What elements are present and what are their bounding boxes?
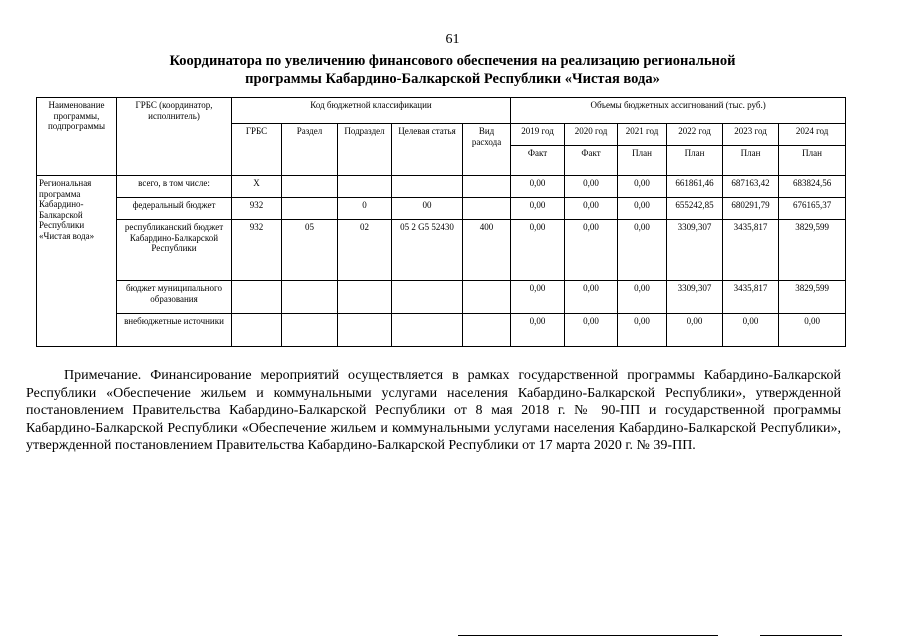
footer-rule-left: [458, 635, 718, 636]
header-type: Факт: [565, 146, 618, 176]
header-year: 2022 год: [667, 124, 723, 146]
header-grbs-coordinator: ГРБС (координатор, исполнитель): [117, 98, 232, 176]
header-grbs: ГРБС: [232, 124, 282, 176]
page-number: 61: [445, 32, 460, 47]
header-type: План: [667, 146, 723, 176]
row-label: республиканский бюджет Кабардино-Балкарской Республики: [117, 220, 232, 281]
cell-value: 0,00: [565, 220, 618, 281]
cell-subsection: [338, 281, 392, 314]
cell-value: 0,00: [667, 314, 723, 347]
header-year: 2019 год: [511, 124, 565, 146]
cell-subsection: [338, 314, 392, 347]
cell-value: 3309,307: [667, 281, 723, 314]
cell-value: 0,00: [618, 198, 667, 220]
title-line-2: программы Кабардино-Балкарской Республики «Чистая вода»: [245, 71, 660, 87]
title-line-1: Координатора по увеличению финансового обеспечения на реализацию региональной: [169, 53, 736, 69]
cell-value: 687163,42: [723, 176, 779, 198]
budget-table: [36, 97, 846, 347]
cell-value: 0,00: [511, 176, 565, 198]
table-row: [37, 176, 846, 198]
cell-value: 0,00: [565, 314, 618, 347]
header-year: 2021 год: [618, 124, 667, 146]
cell-value: 676165,37: [779, 198, 846, 220]
cell-value: 0,00: [511, 198, 565, 220]
cell-grbs: 932: [232, 198, 282, 220]
header-target-item: Целевая статья: [392, 124, 463, 176]
cell-value: 3435,817: [723, 220, 779, 281]
header-year: 2024 год: [779, 124, 846, 146]
header-type: Факт: [511, 146, 565, 176]
cell-expense: [463, 314, 511, 347]
cell-value: 0,00: [511, 314, 565, 347]
table-row: [37, 220, 846, 281]
cell-section: 05: [282, 220, 338, 281]
row-label: внебюджетные источники: [117, 314, 232, 347]
cell-grbs: [232, 314, 282, 347]
cell-expense: [463, 176, 511, 198]
cell-grbs: 932: [232, 220, 282, 281]
header-allocations: Объемы бюджетных ассигнований (тыс. руб.): [511, 98, 846, 124]
cell-value: 0,00: [565, 176, 618, 198]
header-year: 2023 год: [723, 124, 779, 146]
table-row: [37, 198, 846, 220]
cell-expense: [463, 198, 511, 220]
cell-subsection: 0: [338, 198, 392, 220]
footer-rule-right: [760, 635, 842, 636]
header-expense-type: Вид расхода: [463, 124, 511, 176]
program-name-cell: Региональная программа Кабардино-Балкарской Республики «Чистая вода»: [37, 176, 117, 347]
cell-value: 0,00: [779, 314, 846, 347]
cell-value: 3435,817: [723, 281, 779, 314]
header-budget-code: Код бюджетной классификации: [232, 98, 511, 124]
cell-value: 661861,46: [667, 176, 723, 198]
cell-subsection: 02: [338, 220, 392, 281]
row-label: федеральный бюджет: [117, 198, 232, 220]
cell-grbs: [232, 281, 282, 314]
document-title: [80, 52, 825, 88]
cell-value: 0,00: [511, 281, 565, 314]
cell-value: 0,00: [511, 220, 565, 281]
cell-value: 3309,307: [667, 220, 723, 281]
cell-expense: [463, 281, 511, 314]
cell-value: 0,00: [618, 281, 667, 314]
cell-subsection: [338, 176, 392, 198]
cell-value: 655242,85: [667, 198, 723, 220]
cell-target: 05 2 G5 52430: [392, 220, 463, 281]
cell-expense: 400: [463, 220, 511, 281]
header-year: 2020 год: [565, 124, 618, 146]
cell-value: 0,00: [618, 176, 667, 198]
cell-value: 0,00: [618, 220, 667, 281]
header-program-name: Наименование программы, подпрограммы: [37, 98, 117, 176]
header-section: Раздел: [282, 124, 338, 176]
cell-section: [282, 314, 338, 347]
cell-section: [282, 198, 338, 220]
row-label: бюджет муниципального образования: [117, 281, 232, 314]
note-paragraph: Примечание. Финансирование мероприятий осуществляется в рамках государственной программы Кабардино-Балкарской Республики «Обеспечение жильем и коммунальными услугами населения Кабардино-Балкарской Республики», утвержденной постановлением Правительства Кабардино-Балкарской Республики от 8 мая 2018 г. № 90-ПП и государственной программы Кабардино-Балкарской Республики «Обеспечение жильем и коммунальными услугами населения Кабардино-Балкарской Республики», утвержденной постановлением Правительства Кабардино-Балкарской Республики от 17 марта 2020 г. № 39-ПП.: [26, 368, 841, 453]
table-row: [37, 281, 846, 314]
cell-value: 0,00: [565, 198, 618, 220]
cell-value: 0,00: [723, 314, 779, 347]
cell-target: [392, 314, 463, 347]
header-type: План: [618, 146, 667, 176]
cell-grbs: Х: [232, 176, 282, 198]
cell-section: [282, 176, 338, 198]
cell-value: 680291,79: [723, 198, 779, 220]
row-label: всего, в том числе:: [117, 176, 232, 198]
cell-section: [282, 281, 338, 314]
header-subsection: Подраздел: [338, 124, 392, 176]
cell-target: [392, 281, 463, 314]
header-type: План: [779, 146, 846, 176]
cell-value: 0,00: [618, 314, 667, 347]
cell-target: 00: [392, 198, 463, 220]
table-row: [37, 314, 846, 347]
cell-value: 683824,56: [779, 176, 846, 198]
cell-value: 3829,599: [779, 281, 846, 314]
header-type: План: [723, 146, 779, 176]
cell-value: 3829,599: [779, 220, 846, 281]
cell-target: [392, 176, 463, 198]
cell-value: 0,00: [565, 281, 618, 314]
